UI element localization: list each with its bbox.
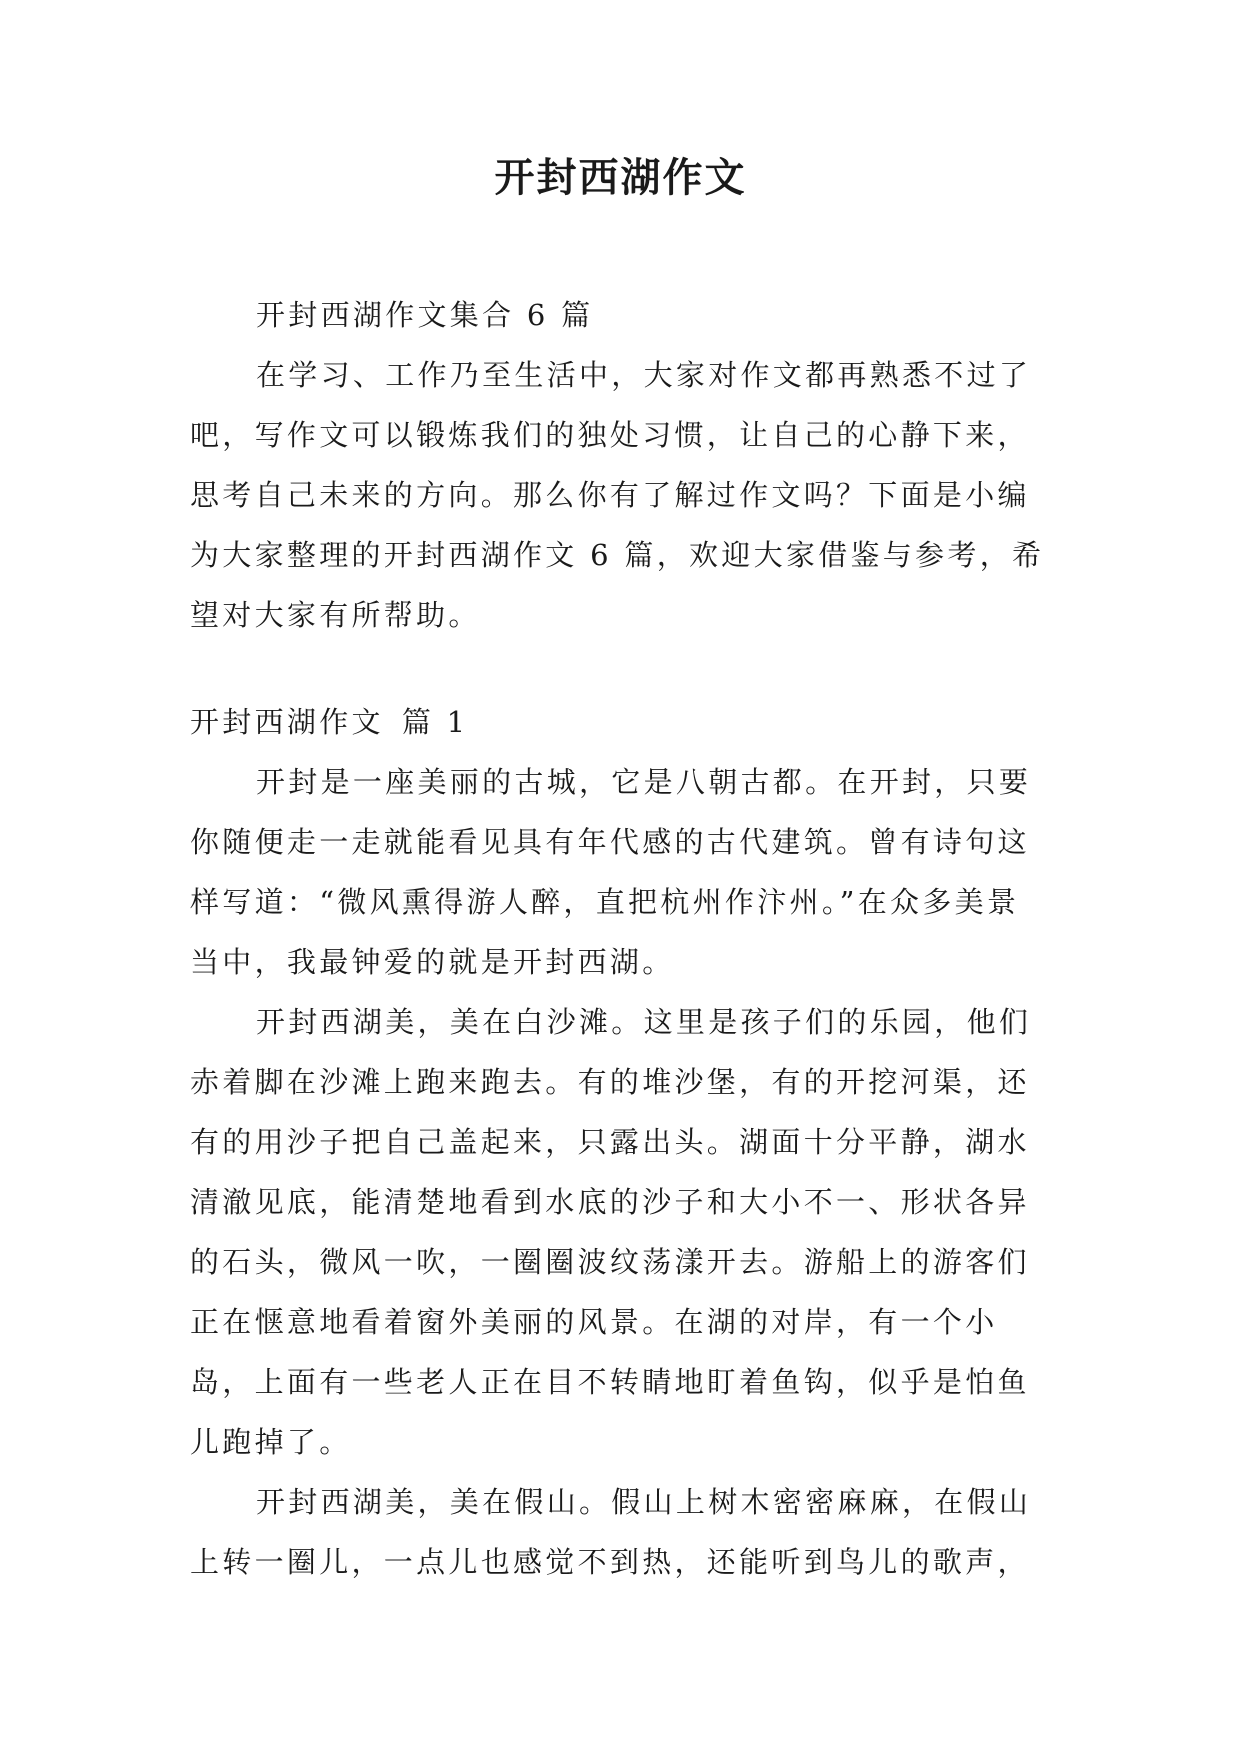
document-title: 开封西湖作文 bbox=[494, 155, 747, 201]
section-heading-number: 篇 1 bbox=[401, 705, 469, 739]
essay-paragraph: 开封是一座美丽的古城，它是八朝古都。在开封，只要你随便走一走就能看见具有年代感的古代建筑。曾有诗句这样写道：“微风熏得游人醉，直把杭州作汴州。”在众多美景当中，我最钟爱的就是开封西湖。 bbox=[190, 765, 1032, 979]
section-heading bbox=[190, 692, 1050, 752]
collection-heading: 开封西湖作文集合 6 篇 bbox=[256, 298, 594, 332]
essay-paragraph: 开封西湖美，美在白沙滩。这里是孩子们的乐园，他们赤着脚在沙滩上跑来跑去。有的堆沙堡，有的开挖河渠，还有的用沙子把自己盖起来，只露出头。湖面十分平静，湖水清澈见底，能清楚地看到水底的沙子和大小不一、形状各异的石头，微风一吹，一圈圈波纹荡漾开去。游船上的游客们正在惬意地看着窗外美丽的风景。在湖的对岸，有一个小岛，上面有一些老人正在目不转睛地盯着鱼钩，似乎是怕鱼儿跑掉了。 bbox=[190, 1005, 1032, 1459]
section-heading-name: 开封西湖作文 bbox=[190, 705, 384, 739]
essay-body bbox=[190, 752, 1050, 1592]
essay-paragraph: 开封西湖美，美在假山。假山上树木密密麻麻，在假山上转一圈儿，一点儿也感觉不到热，还能听到鸟儿的歌声， bbox=[190, 1485, 1032, 1579]
intro-paragraph: 在学习、工作乃至生活中，大家对作文都再熟悉不过了吧，写作文可以锻炼我们的独处习惯，让自己的心静下来，思考自己未来的方向。那么你有了解过作文吗？下面是小编为大家整理的开封西湖作文 6 篇，欢迎大家借鉴与参考，希望对大家有所帮助。 bbox=[190, 358, 1045, 632]
